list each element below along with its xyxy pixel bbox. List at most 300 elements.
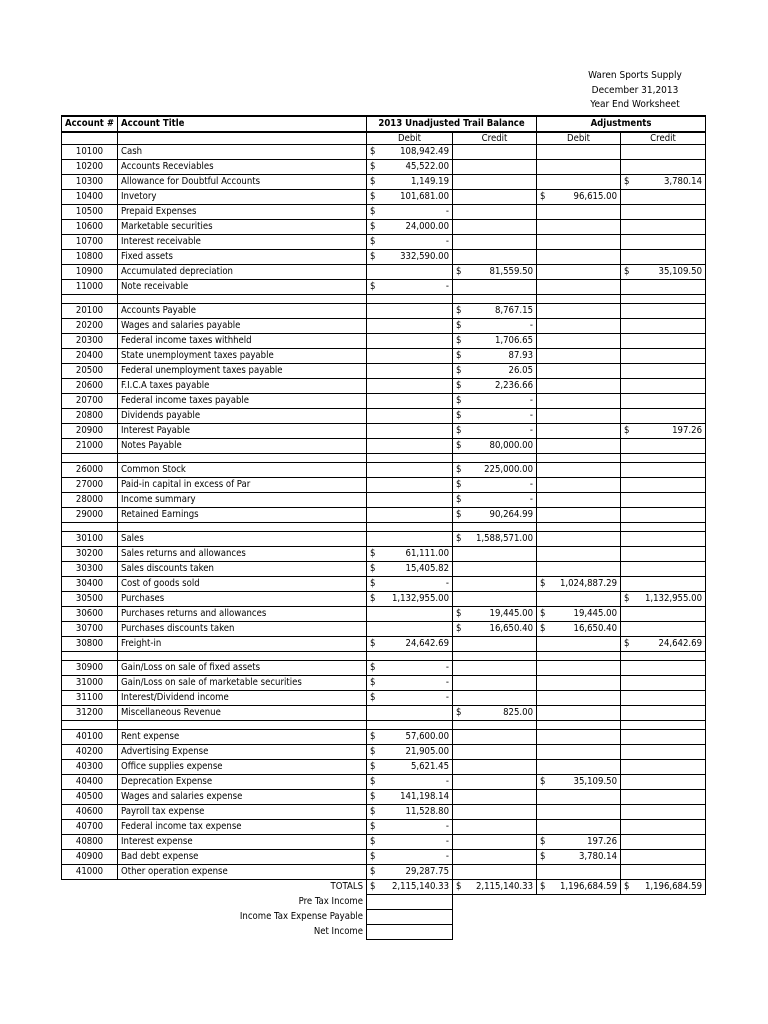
adj-credit-cell [621, 676, 706, 691]
spacer-cell [118, 454, 367, 463]
account-row [62, 622, 706, 637]
summary-value-cell [367, 910, 453, 925]
amount-value: - [529, 425, 534, 436]
currency-symbol: $ [456, 479, 462, 490]
adj-credit-cell [621, 562, 706, 577]
tb-credit-cell [453, 220, 537, 235]
amount-value: 2,115,140.33 [475, 881, 534, 892]
amount-value: 3,780.14 [578, 851, 618, 862]
spacer-cell [367, 721, 453, 730]
account-row [62, 349, 706, 364]
spacer-row [62, 652, 706, 661]
spacer-cell [453, 295, 537, 304]
header-adjustments: Adjustments [537, 116, 706, 132]
worksheet-date: December 31,2013 [591, 84, 679, 96]
account-row [62, 205, 706, 220]
account-number: 30100 [62, 532, 118, 547]
currency-symbol: $ [370, 176, 376, 187]
tb-debit-cell [367, 820, 453, 835]
account-number: 20500 [62, 364, 118, 379]
adj-debit-cell [537, 691, 621, 706]
account-number: 40500 [62, 790, 118, 805]
adj-debit-cell [537, 805, 621, 820]
account-number: 30200 [62, 547, 118, 562]
amount-value: - [445, 692, 450, 703]
account-row [62, 562, 706, 577]
tb-debit-cell [367, 394, 453, 409]
tb-credit-cell [453, 190, 537, 205]
adj-debit-cell [537, 439, 621, 454]
account-title: Sales [118, 532, 367, 547]
account-number: 10900 [62, 265, 118, 280]
subheader-tb-credit: Credit [453, 132, 537, 145]
currency-symbol: $ [456, 410, 462, 421]
adj-credit-cell [621, 364, 706, 379]
amount-value: 29,287.75 [405, 866, 450, 877]
account-number: 30800 [62, 637, 118, 652]
tb-debit-cell [367, 622, 453, 637]
currency-symbol: $ [540, 776, 546, 787]
currency-symbol: $ [540, 851, 546, 862]
account-number: 40900 [62, 850, 118, 865]
amount-value: 1,706.65 [494, 335, 534, 346]
adj-credit-cell [621, 175, 706, 190]
currency-symbol: $ [456, 464, 462, 475]
spacer-cell [621, 454, 706, 463]
account-title: Federal income taxes withheld [118, 334, 367, 349]
amount-value: 1,588,571.00 [475, 533, 534, 544]
tb-debit-cell [367, 160, 453, 175]
account-number: 26000 [62, 463, 118, 478]
account-number: 20900 [62, 424, 118, 439]
account-title: Gain/Loss on sale of marketable securities [118, 676, 367, 691]
spacer-cell [537, 454, 621, 463]
tb-credit-cell [453, 820, 537, 835]
spacer-cell [453, 523, 537, 532]
adj-credit-cell [621, 622, 706, 637]
account-number: 20100 [62, 304, 118, 319]
account-title: Notes Payable [118, 439, 367, 454]
adj-credit-cell [621, 319, 706, 334]
tb-debit-cell [367, 319, 453, 334]
account-number: 20800 [62, 409, 118, 424]
tb-credit-cell [453, 691, 537, 706]
account-number: 20300 [62, 334, 118, 349]
tb-credit-cell [453, 775, 537, 790]
tb-debit-cell [367, 532, 453, 547]
account-row [62, 607, 706, 622]
adj-debit-cell [537, 760, 621, 775]
account-row [62, 250, 706, 265]
account-title: Sales returns and allowances [118, 547, 367, 562]
account-row [62, 532, 706, 547]
account-row [62, 508, 706, 523]
adj-credit-cell [621, 760, 706, 775]
amount-value: - [445, 821, 450, 832]
adj-credit-cell [621, 820, 706, 835]
account-row [62, 835, 706, 850]
spacer-cell [118, 523, 367, 532]
amount-value: 96,615.00 [573, 191, 618, 202]
account-row [62, 730, 706, 745]
account-row [62, 850, 706, 865]
adj-credit-cell [621, 508, 706, 523]
account-row [62, 691, 706, 706]
tb-debit-cell [367, 250, 453, 265]
tb-credit-cell [453, 304, 537, 319]
adj-credit-cell [621, 850, 706, 865]
account-number: 20400 [62, 349, 118, 364]
amount-value: 21,905.00 [405, 746, 450, 757]
account-number: 21000 [62, 439, 118, 454]
tb-debit-cell [367, 577, 453, 592]
tb-debit-cell [367, 547, 453, 562]
amount-value: 90,264.99 [489, 509, 534, 520]
currency-symbol: $ [370, 593, 376, 604]
adj-debit-cell [537, 508, 621, 523]
adj-debit-cell [537, 532, 621, 547]
tb-credit-cell [453, 508, 537, 523]
adj-debit-cell [537, 745, 621, 760]
adj-debit-cell [537, 190, 621, 205]
spacer-cell [118, 652, 367, 661]
tb-credit-cell [453, 175, 537, 190]
tb-debit-cell [367, 775, 453, 790]
amount-value: 141,198.14 [400, 791, 450, 802]
tb-credit-cell [453, 562, 537, 577]
currency-symbol: $ [456, 266, 462, 277]
adj-debit-cell [537, 607, 621, 622]
amount-value: 19,445.00 [489, 608, 534, 619]
tb-credit-cell [453, 205, 537, 220]
amount-value: - [529, 479, 534, 490]
account-title: Other operation expense [118, 865, 367, 880]
spacer-cell [118, 721, 367, 730]
adj-debit-cell [537, 379, 621, 394]
account-number: 30300 [62, 562, 118, 577]
spacer-cell [367, 295, 453, 304]
adj-credit-cell [621, 190, 706, 205]
account-title: Interest receivable [118, 235, 367, 250]
tb-credit-cell [453, 592, 537, 607]
tb-credit-cell [453, 250, 537, 265]
adj-credit-cell [621, 547, 706, 562]
tb-credit-cell [453, 145, 537, 160]
spacer-cell [62, 721, 118, 730]
account-row [62, 304, 706, 319]
currency-symbol: $ [370, 146, 376, 157]
currency-symbol: $ [456, 707, 462, 718]
spacer-cell [537, 295, 621, 304]
subheader-adj-credit: Credit [621, 132, 706, 145]
spacer-cell [453, 652, 537, 661]
adj-debit-cell [537, 850, 621, 865]
amount-value: 16,650.40 [573, 623, 618, 634]
amount-value: 1,196,684.59 [559, 881, 618, 892]
account-title: Miscellaneous Revenue [118, 706, 367, 721]
adj-credit-cell [621, 691, 706, 706]
adj-credit-cell [621, 607, 706, 622]
account-row [62, 379, 706, 394]
tb-debit-cell [367, 661, 453, 676]
tb-credit-cell [453, 706, 537, 721]
header-account-title: Account Title [118, 116, 367, 132]
account-row [62, 334, 706, 349]
account-row [62, 319, 706, 334]
adj-credit-cell [621, 745, 706, 760]
tb-credit-cell [453, 364, 537, 379]
tb-debit-cell [367, 730, 453, 745]
column-header-row [62, 116, 706, 132]
tb-credit-cell [453, 607, 537, 622]
account-number: 27000 [62, 478, 118, 493]
summary-row [62, 895, 706, 910]
adj-debit-cell [537, 265, 621, 280]
account-title: Federal income tax expense [118, 820, 367, 835]
tb-credit-cell [453, 319, 537, 334]
adj-credit-cell [621, 145, 706, 160]
spacer-row [62, 721, 706, 730]
adj-credit-cell [621, 394, 706, 409]
totals-row [62, 880, 706, 895]
account-row [62, 493, 706, 508]
adj-debit-cell [537, 592, 621, 607]
amount-value: - [445, 236, 450, 247]
spacer-row [62, 454, 706, 463]
tb-credit-cell [453, 661, 537, 676]
tb-credit-cell [453, 532, 537, 547]
account-row [62, 676, 706, 691]
tb-credit-cell [453, 805, 537, 820]
account-row [62, 280, 706, 295]
adj-credit-cell [621, 463, 706, 478]
tb-credit-cell [453, 409, 537, 424]
account-number: 10100 [62, 145, 118, 160]
amount-value: 197.26 [587, 836, 618, 847]
adj-credit-cell [621, 424, 706, 439]
amount-value: 24,642.69 [658, 638, 703, 649]
account-title: Prepaid Expenses [118, 205, 367, 220]
tb-debit-cell [367, 835, 453, 850]
amount-value: 101,681.00 [400, 191, 450, 202]
tb-credit-cell [453, 478, 537, 493]
tb-debit-cell [367, 235, 453, 250]
currency-symbol: $ [624, 266, 630, 277]
account-row [62, 145, 706, 160]
spacer-cell [62, 454, 118, 463]
account-title: Marketable securities [118, 220, 367, 235]
currency-symbol: $ [624, 176, 630, 187]
adj-debit-cell [537, 175, 621, 190]
subheader-tb-debit: Debit [367, 132, 453, 145]
account-row [62, 547, 706, 562]
adj-credit-cell [621, 379, 706, 394]
tb-credit-cell [453, 865, 537, 880]
account-title: Freight-in [118, 637, 367, 652]
spacer-row [62, 523, 706, 532]
account-row [62, 394, 706, 409]
currency-symbol: $ [456, 395, 462, 406]
account-number: 40800 [62, 835, 118, 850]
adj-debit-cell [537, 409, 621, 424]
tb-credit-cell [453, 760, 537, 775]
currency-symbol: $ [370, 638, 376, 649]
tb-debit-cell [367, 805, 453, 820]
spacer-cell [62, 295, 118, 304]
currency-symbol: $ [456, 608, 462, 619]
currency-symbol: $ [370, 746, 376, 757]
amount-value: 19,445.00 [573, 608, 618, 619]
currency-symbol: $ [456, 881, 462, 892]
currency-symbol: $ [370, 281, 376, 292]
tb-debit-cell [367, 424, 453, 439]
adj-credit-cell [621, 334, 706, 349]
tb-debit-cell [367, 304, 453, 319]
adj-debit-cell [537, 304, 621, 319]
account-title: Wages and salaries expense [118, 790, 367, 805]
spacer-cell [537, 523, 621, 532]
amount-value: 26.05 [508, 365, 534, 376]
account-title: Federal income taxes payable [118, 394, 367, 409]
adj-debit-cell [537, 280, 621, 295]
amount-value: 2,236.66 [494, 380, 534, 391]
adj-credit-cell [621, 409, 706, 424]
adj-credit-cell [621, 304, 706, 319]
tb-debit-cell [367, 760, 453, 775]
amount-value: - [445, 836, 450, 847]
tb-credit-cell [453, 439, 537, 454]
currency-symbol: $ [370, 692, 376, 703]
currency-symbol: $ [370, 161, 376, 172]
account-title: Dividends payable [118, 409, 367, 424]
adj-debit-cell [537, 706, 621, 721]
tb-credit-cell [453, 622, 537, 637]
adj-debit-cell [537, 637, 621, 652]
currency-symbol: $ [456, 335, 462, 346]
currency-symbol: $ [370, 563, 376, 574]
tb-credit-cell [453, 850, 537, 865]
account-row [62, 865, 706, 880]
account-number: 40400 [62, 775, 118, 790]
currency-symbol: $ [540, 608, 546, 619]
adj-debit-cell [537, 319, 621, 334]
account-title: Accounts Receviables [118, 160, 367, 175]
tb-credit-cell [453, 280, 537, 295]
adj-debit-cell [537, 577, 621, 592]
amount-value: 8,767.15 [494, 305, 534, 316]
account-row [62, 820, 706, 835]
amount-value: - [445, 776, 450, 787]
tb-credit-cell [453, 790, 537, 805]
currency-symbol: $ [624, 593, 630, 604]
amount-value: 24,642.69 [405, 638, 450, 649]
tb-credit-cell [453, 547, 537, 562]
adj-credit-cell [621, 577, 706, 592]
account-row [62, 160, 706, 175]
tb-credit-cell [453, 730, 537, 745]
account-title: Gain/Loss on sale of fixed assets [118, 661, 367, 676]
tb-credit-cell [453, 160, 537, 175]
summary-row [62, 925, 706, 940]
amount-value: 80,000.00 [489, 440, 534, 451]
adj-debit-cell [537, 424, 621, 439]
amount-value: 61,111.00 [405, 548, 450, 559]
currency-symbol: $ [370, 836, 376, 847]
amount-value: 11,528.80 [405, 806, 450, 817]
amount-value: - [529, 494, 534, 505]
adj-debit-cell [537, 661, 621, 676]
amount-value: - [529, 320, 534, 331]
tb-debit-cell [367, 691, 453, 706]
tb-credit-cell [453, 394, 537, 409]
adj-credit-cell [621, 637, 706, 652]
amount-value: 5,621.45 [410, 761, 450, 772]
spacer-cell [537, 721, 621, 730]
account-title: Accounts Payable [118, 304, 367, 319]
tb-debit-cell [367, 145, 453, 160]
tb-credit-cell [453, 265, 537, 280]
currency-symbol: $ [370, 881, 376, 892]
amount-value: 45,522.00 [405, 161, 450, 172]
adj-credit-cell [621, 349, 706, 364]
adj-credit-cell [621, 439, 706, 454]
total-tb-debit [367, 880, 453, 895]
summary-value-cell [367, 895, 453, 910]
amount-value: 1,024,887.29 [559, 578, 618, 589]
amount-value: 2,115,140.33 [391, 881, 450, 892]
total-tb-credit [453, 880, 537, 895]
amount-value: 81,559.50 [489, 266, 534, 277]
tb-credit-cell [453, 235, 537, 250]
account-title: Interest Payable [118, 424, 367, 439]
account-number: 31100 [62, 691, 118, 706]
spacer-cell [453, 721, 537, 730]
tb-credit-cell [453, 637, 537, 652]
account-row [62, 745, 706, 760]
subheader-row [62, 132, 706, 145]
currency-symbol: $ [456, 305, 462, 316]
adj-credit-cell [621, 220, 706, 235]
amount-value: 1,132,955.00 [644, 593, 703, 604]
account-row [62, 775, 706, 790]
account-title: F.I.C.A taxes payable [118, 379, 367, 394]
account-number: 41000 [62, 865, 118, 880]
account-number: 28000 [62, 493, 118, 508]
account-row [62, 661, 706, 676]
account-title: Accumulated depreciation [118, 265, 367, 280]
total-adj-credit [621, 880, 706, 895]
spacer-cell [453, 454, 537, 463]
adj-debit-cell [537, 493, 621, 508]
account-number: 20700 [62, 394, 118, 409]
account-number: 30900 [62, 661, 118, 676]
currency-symbol: $ [540, 881, 546, 892]
total-adj-debit [537, 880, 621, 895]
currency-symbol: $ [370, 191, 376, 202]
account-title: Purchases [118, 592, 367, 607]
currency-symbol: $ [370, 821, 376, 832]
currency-symbol: $ [624, 881, 630, 892]
account-title: Interest/Dividend income [118, 691, 367, 706]
tb-debit-cell [367, 379, 453, 394]
account-number: 10500 [62, 205, 118, 220]
summary-label: Pre Tax Income [62, 895, 367, 910]
tb-credit-cell [453, 349, 537, 364]
subheader-empty-title [118, 132, 367, 145]
amount-value: - [529, 410, 534, 421]
account-row [62, 637, 706, 652]
account-row [62, 439, 706, 454]
